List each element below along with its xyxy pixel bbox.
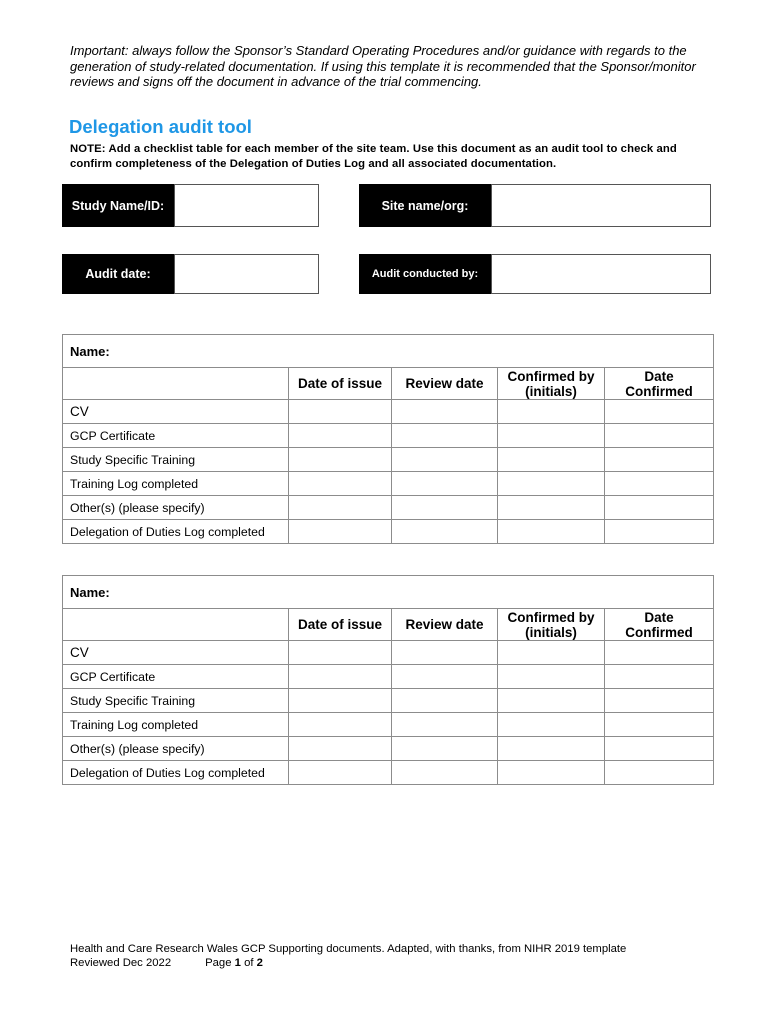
date-confirmed-header: Date Confirmed — [605, 368, 714, 400]
table-row — [63, 520, 714, 544]
input-cell[interactable] — [392, 520, 498, 544]
page-number: 1 — [234, 957, 241, 969]
input-cell[interactable] — [605, 761, 714, 785]
row-label: Training Log completed — [63, 472, 289, 496]
table-row — [63, 424, 714, 448]
input-cell[interactable] — [605, 496, 714, 520]
page-footer — [70, 942, 720, 970]
row-label: Other(s) (please specify) — [63, 737, 289, 761]
input-cell[interactable] — [289, 520, 392, 544]
input-cell[interactable] — [605, 400, 714, 424]
review-date-header: Review date — [392, 609, 498, 641]
input-cell[interactable] — [289, 448, 392, 472]
input-cell[interactable] — [392, 641, 498, 665]
input-cell[interactable] — [498, 496, 605, 520]
date-of-issue-header: Date of issue — [289, 368, 392, 400]
table-row — [63, 665, 714, 689]
input-cell[interactable] — [289, 737, 392, 761]
checklist-table-2 — [62, 575, 714, 785]
page-word: Page — [205, 957, 232, 969]
row-label: Delegation of Duties Log completed — [63, 761, 289, 785]
instruction-note: NOTE: Add a checklist table for each member of the site team. Use this document as an audit tool to check and confirm completeness of the Delegation of Duties Log and all associated documentation. — [70, 143, 677, 170]
input-cell[interactable] — [498, 520, 605, 544]
input-cell[interactable] — [498, 665, 605, 689]
input-cell[interactable] — [289, 713, 392, 737]
row-label: Study Specific Training — [63, 448, 289, 472]
input-cell[interactable] — [605, 689, 714, 713]
table-row — [63, 448, 714, 472]
input-cell[interactable] — [498, 448, 605, 472]
important-note: Important: always follow the Sponsor’s Standard Operating Procedures and/or guidance with regards to the generation of study-related documentation. If using this template it is recommended that the Sponsor/monitor reviews and signs off the document in advance of the trial commencing. — [70, 43, 696, 89]
input-cell[interactable] — [289, 424, 392, 448]
input-cell[interactable] — [498, 641, 605, 665]
input-cell[interactable] — [289, 641, 392, 665]
date-confirmed-header: Date Confirmed — [605, 609, 714, 641]
of-word: of — [244, 957, 254, 969]
input-cell[interactable] — [289, 400, 392, 424]
input-cell[interactable] — [605, 665, 714, 689]
input-cell[interactable] — [289, 496, 392, 520]
input-cell[interactable] — [392, 424, 498, 448]
review-date-header: Review date — [392, 368, 498, 400]
study-name-field[interactable] — [174, 184, 319, 227]
row-label: Training Log completed — [63, 713, 289, 737]
site-name-field[interactable] — [491, 184, 711, 227]
row-label: CV — [63, 400, 289, 424]
page-title: Delegation audit tool — [69, 116, 252, 137]
row-label: CV — [63, 641, 289, 665]
row-label: Delegation of Duties Log completed — [63, 520, 289, 544]
input-cell[interactable] — [392, 448, 498, 472]
input-cell[interactable] — [605, 641, 714, 665]
input-cell[interactable] — [392, 761, 498, 785]
table-row — [63, 472, 714, 496]
footer-source: Health and Care Research Wales GCP Supporting documents. Adapted, with thanks, from NIHR 2019 template — [70, 943, 627, 955]
table-row — [63, 761, 714, 785]
input-cell[interactable] — [392, 496, 498, 520]
audit-conducted-by-field[interactable] — [491, 254, 711, 294]
table-row — [63, 713, 714, 737]
checklist-table-1 — [62, 334, 714, 544]
item-header-cell — [63, 368, 289, 400]
input-cell[interactable] — [392, 400, 498, 424]
study-name-label: Study Name/ID: — [62, 184, 174, 227]
row-label: Other(s) (please specify) — [63, 496, 289, 520]
input-cell[interactable] — [392, 713, 498, 737]
footer-review-line — [70, 956, 720, 970]
input-cell[interactable] — [498, 713, 605, 737]
input-cell[interactable] — [392, 737, 498, 761]
input-cell[interactable] — [498, 737, 605, 761]
row-label: GCP Certificate — [63, 424, 289, 448]
site-name-label: Site name/org: — [359, 184, 491, 227]
row-label: Study Specific Training — [63, 689, 289, 713]
audit-date-label: Audit date: — [62, 254, 174, 294]
input-cell[interactable] — [289, 665, 392, 689]
table-row — [63, 496, 714, 520]
input-cell[interactable] — [605, 424, 714, 448]
input-cell[interactable] — [289, 689, 392, 713]
input-cell[interactable] — [605, 472, 714, 496]
input-cell[interactable] — [605, 448, 714, 472]
input-cell[interactable] — [498, 424, 605, 448]
item-header-cell — [63, 609, 289, 641]
confirmed-by-header: Confirmed by (initials) — [498, 609, 605, 641]
input-cell[interactable] — [498, 400, 605, 424]
input-cell[interactable] — [392, 689, 498, 713]
date-of-issue-header: Date of issue — [289, 609, 392, 641]
input-cell[interactable] — [392, 472, 498, 496]
row-label: GCP Certificate — [63, 665, 289, 689]
audit-date-field[interactable] — [174, 254, 319, 294]
member-name-label: Name: — [63, 576, 714, 609]
input-cell[interactable] — [289, 472, 392, 496]
table-row — [63, 689, 714, 713]
member-name-label: Name: — [63, 335, 714, 368]
input-cell[interactable] — [605, 737, 714, 761]
table-row — [63, 400, 714, 424]
input-cell[interactable] — [605, 713, 714, 737]
table-row — [63, 737, 714, 761]
audit-conducted-by-label: Audit conducted by: — [359, 254, 491, 294]
input-cell[interactable] — [498, 689, 605, 713]
input-cell[interactable] — [392, 665, 498, 689]
footer-reviewed: Reviewed Dec 2022 — [70, 957, 172, 969]
page-total: 2 — [256, 957, 263, 969]
input-cell[interactable] — [605, 520, 714, 544]
table-row — [63, 641, 714, 665]
confirmed-by-header: Confirmed by (initials) — [498, 368, 605, 400]
input-cell[interactable] — [498, 761, 605, 785]
input-cell[interactable] — [289, 761, 392, 785]
input-cell[interactable] — [498, 472, 605, 496]
